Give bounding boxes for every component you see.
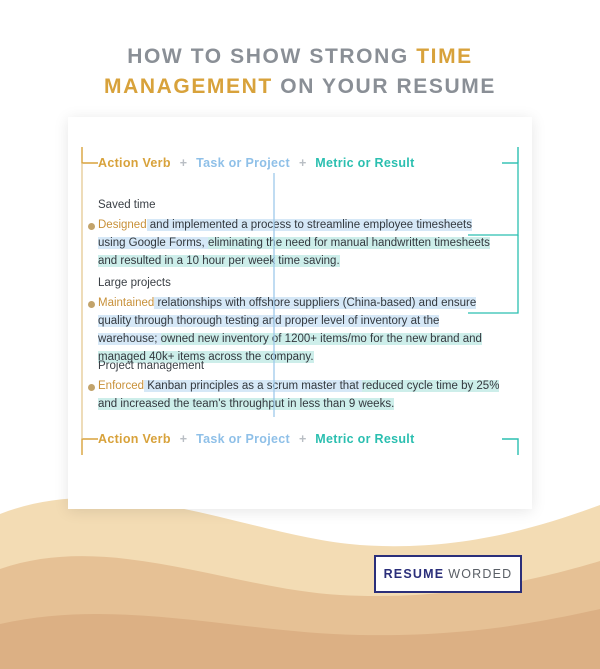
legend-plus-2: + [298, 156, 307, 170]
legend-metric-or-result: Metric or Result [315, 156, 415, 170]
bullet-dot [88, 223, 95, 230]
block-title: Saved time [98, 199, 156, 211]
bullet-text [98, 216, 502, 270]
bullet-action-verb: Enforced [98, 380, 145, 392]
bullet-block-large-projects [98, 277, 502, 367]
legend-task-or-project: Task or Project [196, 156, 290, 170]
bullet-text [98, 377, 502, 413]
legend-bottom [98, 432, 506, 446]
title-line1-accent: TIME [416, 45, 473, 68]
legend-metric-or-result: Metric or Result [315, 432, 415, 446]
bullet-dot [88, 301, 95, 308]
bullet-metric-text: owned new inventory of 1200+ items/mo for the new brand and managed 40k+ items across the company. [98, 333, 482, 364]
brand-logo [374, 555, 522, 593]
bullet-dot [88, 384, 95, 391]
logo-bold-text: RESUME [383, 567, 445, 581]
bullet-action-verb: Maintained [98, 297, 155, 309]
legend-action-verb: Action Verb [98, 156, 171, 170]
title-line2-plain: ON YOUR RESUME [272, 74, 496, 98]
legend-plus-1: + [179, 432, 188, 446]
legend-top [98, 156, 506, 170]
bullet-block-project-management [98, 360, 502, 413]
bullet-task-text: relationships with offshore suppliers (China-based) and ensure quality through thorough testing and proper level of inventory at the warehouse; [98, 297, 477, 346]
bullet-metric-text: reduced cycle time by 25% and increased the team's throughput in less than 9 weeks. [98, 380, 500, 411]
title-line2-accent: MANAGEMENT [104, 74, 273, 98]
page-title-line-2 [0, 72, 600, 102]
legend-action-verb: Action Verb [98, 432, 171, 446]
logo-light-text: WORDED [448, 567, 513, 581]
bullet-task-text: and implemented a process to streamline employee timesheets using Google Forms, [98, 219, 472, 250]
content-card [68, 117, 532, 509]
block-title: Large projects [98, 277, 171, 289]
block-title: Project management [98, 360, 205, 372]
bullet-task-text: Kanban principles as a scrum master that [144, 380, 362, 392]
bullet-action-verb: Designed [98, 219, 147, 231]
legend-task-or-project: Task or Project [196, 432, 290, 446]
legend-plus-2: + [298, 432, 307, 446]
page-title [0, 42, 600, 102]
bullet-block-saved-time [98, 199, 502, 270]
bullet-text [98, 294, 502, 367]
bullet-metric-text: eliminating the need for manual handwritten timesheets and resulted in a 10 hour per week time saving. [98, 237, 490, 268]
page-title-line-1 [0, 42, 600, 72]
legend-plus-1: + [179, 156, 188, 170]
title-line1-plain: HOW TO SHOW STRONG [127, 45, 417, 68]
